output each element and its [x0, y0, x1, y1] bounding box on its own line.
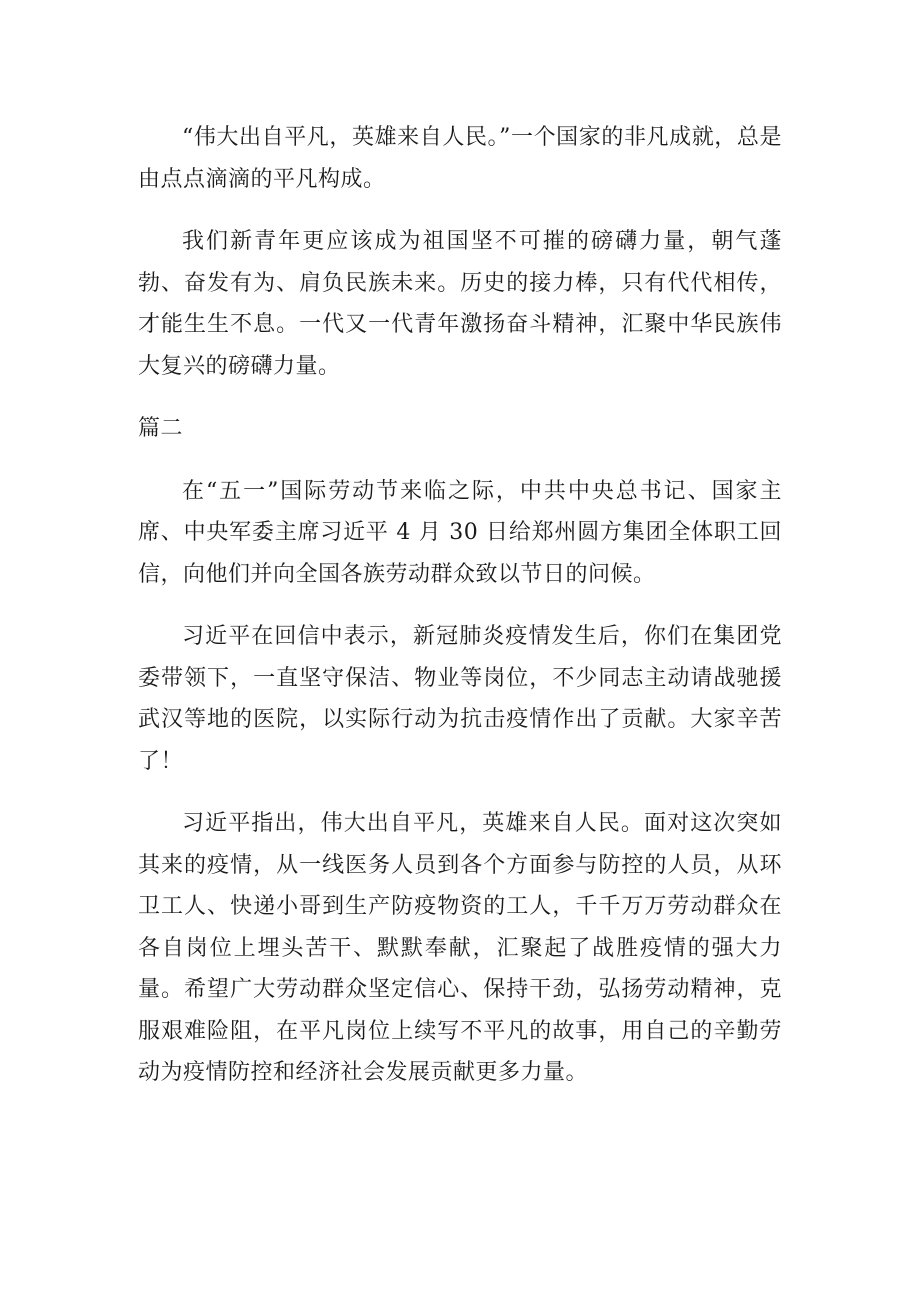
- section-paragraph-3: 习近平指出，伟大出自平凡，英雄来自人民。面对这次突如其来的疫情，从一线医务人员到各个方面参与防控的人员，从环卫工人、快递小哥到生产防疫物资的工人，千千万万劳动群众在各自岗位上埋头苦干、默默奉献，汇聚起了战胜疫情的强大力量。希望广大劳动群众坚定信心、保持干劲，弘扬劳动精神，克服艰难险阻，在平凡岗位上续写不平凡的故事，用自己的辛勤劳动为疫情防控和经济社会发展贡献更多力量。: [138, 811, 782, 1085]
- section-paragraph-1: 在“五一”国际劳动节来临之际，中共中央总书记、国家主席、中央军委主席习近平 4 月 30 日给郑州圆方集团全体职工回信，向他们并向全国各族劳动群众致以节日的问候。: [138, 478, 782, 587]
- paragraph-1: “伟大出自平凡，英雄来自人民。”一个国家的非凡成就，总是由点点滴滴的平凡构成。: [138, 125, 782, 192]
- paragraph-2: 我们新青年更应该成为祖国坚不可摧的磅礴力量，朝气蓬勃、奋发有为、肩负民族未来。历史的接力棒，只有代代相传，才能生生不息。一代又一代青年激扬奋斗精神，汇聚中华民族伟大复兴的磅礴力量。: [138, 229, 782, 379]
- section-paragraph-2: 习近平在回信中表示，新冠肺炎疫情发生后，你们在集团党委带领下，一直坚守保洁、物业等岗位，不少同志主动请战驰援武汉等地的医院，以实际行动为抗击疫情作出了贡献。大家辛苦了！: [138, 624, 782, 774]
- section-heading: 篇二: [138, 416, 184, 441]
- document-body: [138, 117, 782, 1094]
